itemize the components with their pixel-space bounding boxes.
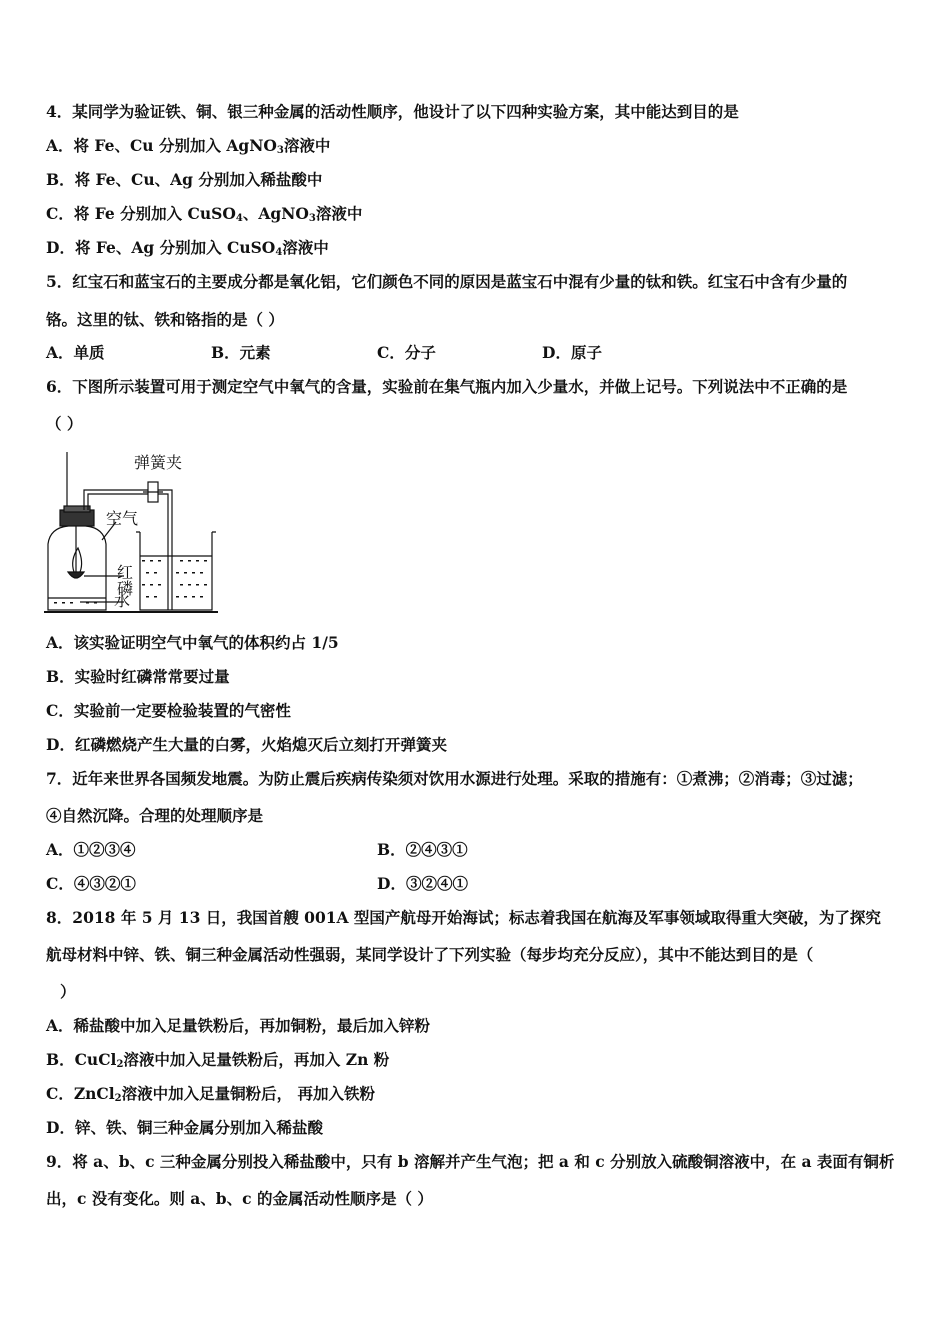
q8-option-c: C．ZnCl$_2$溶液中加入足量铜粉后， 再加入铁粉 bbox=[46, 1084, 376, 1104]
q7-option-a: A．①②③④ bbox=[46, 840, 136, 859]
q6-stem-line2: （ ） bbox=[46, 414, 83, 433]
q9-stem-line1: 9．将 a、b、c 三种金属分别投入稀盐酸中，只有 b 溶解并产生气泡；把 a 和 c 分别放入硫酸铜溶液中，在 a 表面有铜析 bbox=[46, 1152, 895, 1171]
q9-stem-line2: 出，c 没有变化。则 a、b、c 的金属活动性顺序是（ ） bbox=[46, 1189, 433, 1208]
q4-option-d: D．将 Fe、Ag 分别加入 CuSO$_4$溶液中 bbox=[46, 238, 329, 258]
q5-option-b: B．元素 bbox=[211, 343, 271, 362]
q7-option-b: B．②④③① bbox=[377, 840, 468, 859]
q5-stem-line2: 铬。这里的钛、铁和铬指的是（ ） bbox=[46, 310, 284, 329]
q8-stem-line1: 8．2018 年 5 月 13 日，我国首艘 001A 型国产航母开始海试；标志着我国在航海及军事领域取得重大突破，为了探究 bbox=[46, 908, 881, 927]
label-air: 空气 bbox=[106, 509, 139, 528]
q8-stem-line3: ） bbox=[60, 982, 76, 1001]
q4-stem: 4．某同学为验证铁、铜、银三种金属的活动性顺序，他设计了以下四种实验方案，其中能达到目的是 bbox=[46, 102, 739, 121]
q7-stem-line1: 7．近年来世界各国频发地震。为防止震后疾病传染须对饮用水源进行处理。采取的措施有：①煮沸；②消毒；③过滤； bbox=[46, 769, 863, 788]
q4-option-c: C．将 Fe 分别加入 CuSO$_4$、AgNO$_3$溶液中 bbox=[46, 204, 363, 224]
apparatus-figure bbox=[40, 448, 230, 618]
q5-option-c: C．分子 bbox=[377, 343, 436, 362]
q7-stem-line2: ④自然沉降。合理的处理顺序是 bbox=[46, 806, 264, 825]
label-phosphorus: 红磷 bbox=[114, 564, 134, 596]
q8-stem-line2: 航母材料中锌、铁、铜三种金属活动性强弱，某同学设计了下列实验（每步均充分反应），其中不能达到目的是（ bbox=[46, 945, 814, 964]
q7-option-d: D．③②④① bbox=[377, 874, 468, 893]
q6-stem-line1: 6．下图所示装置可用于测定空气中氧气的含量，实验前在集气瓶内加入少量水，并做上记号。下列说法中不正确的是 bbox=[46, 377, 848, 396]
q5-stem-line1: 5．红宝石和蓝宝石的主要成分都是氧化铝，它们颜色不同的原因是蓝宝石中混有少量的钛和铁。红宝石中含有少量的 bbox=[46, 272, 848, 291]
q4-option-a: A．将 Fe、Cu 分别加入 AgNO$_3$溶液中 bbox=[46, 136, 331, 156]
q8-option-a: A．稀盐酸中加入足量铁粉后，再加铜粉，最后加入锌粉 bbox=[46, 1016, 431, 1035]
q4-option-b: B．将 Fe、Cu、Ag 分别加入稀盐酸中 bbox=[46, 170, 323, 189]
q6-option-a: A．该实验证明空气中氧气的体积约占 1/5 bbox=[46, 633, 339, 652]
q8-option-d: D．锌、铁、铜三种金属分别加入稀盐酸 bbox=[46, 1118, 323, 1137]
q6-option-c: C．实验前一定要检验装置的气密性 bbox=[46, 701, 291, 720]
q5-option-d: D．原子 bbox=[542, 343, 602, 362]
q6-option-d: D．红磷燃烧产生大量的白雾，火焰熄灭后立刻打开弹簧夹 bbox=[46, 735, 447, 754]
q6-option-b: B．实验时红磷常常要过量 bbox=[46, 667, 230, 686]
label-clamp: 弹簧夹 bbox=[134, 453, 183, 472]
q7-option-c: C．④③②① bbox=[46, 874, 136, 893]
label-water: 水 bbox=[114, 591, 131, 610]
q8-option-b: B．CuCl$_2$溶液中加入足量铁粉后，再加入 Zn 粉 bbox=[46, 1050, 390, 1070]
q5-option-a: A．单质 bbox=[46, 343, 105, 362]
